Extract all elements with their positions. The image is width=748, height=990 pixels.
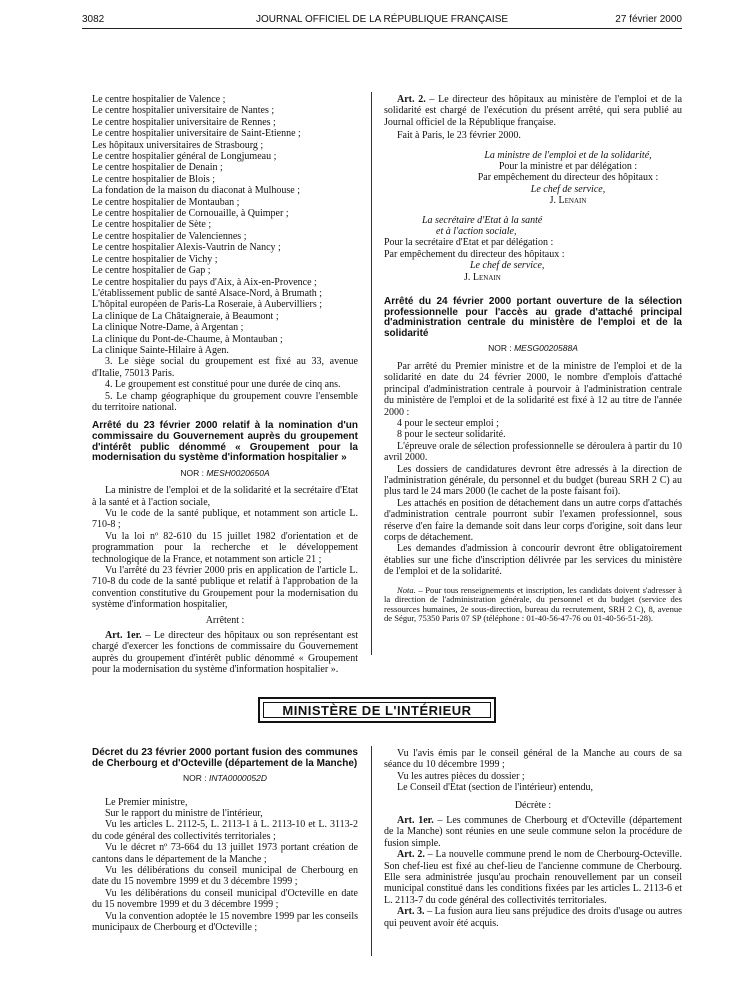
list-item: Le centre hospitalier du pays d'Aix, à Aix-en-Provence ; xyxy=(92,276,317,288)
paragraph: Vu les délibérations du conseil municipal de Cherbourg en date du 15 novembre 1999 et du 3 décembre 1999 ; xyxy=(92,865,358,888)
paragraph: Les dossiers de candidatures devront être adressés à la direction de l'administration générale, du personnel et du budget (bureau SRH 2 C) au plus tard le 24 mars 2000 (le cachet de la poste faisant foi). xyxy=(384,463,682,498)
signature-name: J. Lenain xyxy=(549,195,587,207)
signature-minister: La ministre de l'emploi et de la solidarité, xyxy=(484,149,652,161)
arrete-title: Arrêté du 24 février 2000 portant ouverture de la sélection professionnelle pour l'accès au grade d'attaché principal d'administration centrale du ministère de l'emploi et de la solidarité xyxy=(384,296,682,339)
list-item: Le centre hospitalier de Montauban ; xyxy=(92,196,240,208)
list-item: Le centre hospitalier de Denain ; xyxy=(92,162,223,174)
list-item: Le centre hospitalier de Cornouaille, à Quimper ; xyxy=(92,208,289,220)
issue-date: 27 février 2000 xyxy=(615,14,682,25)
signature-secretary: La secrétaire d'Etat à la santé xyxy=(422,214,543,226)
paragraph: Le Premier ministre, xyxy=(105,796,188,808)
list-item: Le centre hospitalier universitaire de Nantes ; xyxy=(92,105,275,117)
list-item: La clinique Sainte-Hilaire à Agen. xyxy=(92,344,229,356)
column-divider xyxy=(371,746,372,956)
paragraph: Vu la loi nº 82-610 du 15 juillet 1982 d'orientation et de programmation pour la recherche et le développement technologique de la France, et notamment son article 21 ; xyxy=(92,530,358,565)
column-divider xyxy=(371,92,372,655)
arretent: Arrêtent : xyxy=(205,614,245,626)
list-item: Le centre hospitalier de Gap ; xyxy=(92,265,211,277)
paragraph: Par arrêté du Premier ministre et de la ministre de l'emploi et de la solidarité en date du 24 février 2000, le nombre d'emplois d'attaché principal d'administration centrale à pourvoir à l'administration centrale du ministère de l'emploi et de la solidarité est fixé à 12 au titre de l'année 2000 : xyxy=(384,360,682,418)
paragraph: Vu l'avis émis par le conseil général de la Manche au cours de sa séance du 10 décembre 1999 ; xyxy=(384,748,682,771)
signature-chef: Le chef de service, xyxy=(470,260,545,272)
header-rule xyxy=(82,28,682,29)
article-3: Art. 3. – La fusion aura lieu sans préjudice des droits d'usage ou autres qui peuvent avoir été acquis. xyxy=(384,906,682,929)
hospital-list xyxy=(92,94,358,356)
paragraph: L'épreuve orale de sélection professionnelle se déroulera à partir du 10 avril 2000. xyxy=(384,440,682,464)
list-item: L'établissement public de santé Alsace-Nord, à Brumath ; xyxy=(92,287,323,299)
signature-empechement: Par empêchement du directeur des hôpitaux : xyxy=(384,248,565,260)
signature-delegation: Pour la ministre et par délégation : xyxy=(498,161,638,173)
signature-empechement: Par empêchement du directeur des hôpitaux : xyxy=(477,172,659,184)
nor-reference: NOR : INTA0000052D xyxy=(183,773,267,784)
list-item: 4 pour le secteur emploi ; xyxy=(397,417,499,429)
list-item: Le centre hospitalier de Valence ; xyxy=(92,94,226,105)
left-column-top xyxy=(92,94,358,676)
list-item: La clinique de La Châtaigneraie, à Beaumont ; xyxy=(92,310,279,322)
signature-block-2 xyxy=(384,215,682,283)
right-column-bottom xyxy=(384,748,682,929)
paragraph: Les demandes d'admission à concourir devront être obligatoirement établies sur une fiche d'inscription délivrée par les services du ministère de l'emploi et de la solidarité. xyxy=(384,543,682,578)
nor-reference: NOR : MESH0020650A xyxy=(180,467,270,478)
article-5: 5. Le champ géographique du groupement couvre l'ensemble du territoire national. xyxy=(92,390,358,413)
paragraph: Vu les délibérations du conseil municipal d'Octeville en date du 15 novembre 1999 et du 3 décembre 1999 ; xyxy=(92,887,358,911)
paragraph: Le Conseil d'Etat (section de l'intérieur) entendu, xyxy=(397,782,594,794)
decrete: Décrète : xyxy=(514,799,552,811)
article-1: Art. 1er. – Les communes de Cherbourg et d'Octeville (département de la Manche) sont réunies en une seule commune selon la procédure de fusion simple. xyxy=(384,815,682,849)
article-1: Art. 1er. – Le directeur des hôpitaux ou son représentant est chargé d'exercer les fonctions de commissaire du Gouvernement auprès du groupement d'intérêt public dénommé « Groupement pour la modernisation du système d'information hospitalier ». xyxy=(92,630,358,676)
article-3: 3. Le siège social du groupement est fixé au 33, avenue d'Italie, 75013 Paris. xyxy=(92,356,358,379)
paragraph: Vu les autres pièces du dossier ; xyxy=(397,770,525,782)
left-column-bottom xyxy=(92,748,358,933)
paragraph: Les attachés en position de détachement dans un autre corps d'attachés d'administration centrale pourront subir l'examen professionnel, sous réserve d'en faire la demande soit dans leur corps d'origine, soit dans leur corps de détachement. xyxy=(384,497,682,543)
nota: Nota. – Pour tous renseignements et inscription, les candidats doivent s'adresser à la direction de l'administration générale, du personnel et du budget (service des ressources humaines, 2e sous-direction, bureau du recrutement, SRH 2 C), 8, avenue de Ségur, 75350 Paris 07 SP (téléphone : 01-40-56-47-76 ou 01-40-56-51-28). xyxy=(384,584,682,624)
list-item: 8 pour le secteur solidarité. xyxy=(397,429,506,441)
paragraph: Vu la convention adoptée le 15 novembre 1999 par les conseils municipaux de Cherbourg et d'Octeville ; xyxy=(92,910,358,934)
list-item: La fondation de la maison du diaconat à Mulhouse ; xyxy=(92,185,301,197)
paragraph: Vu les articles L. 2112-5, L. 2113-1 à L. 2113-10 et L. 3113-2 du code général des collectivités territoriales ; xyxy=(92,819,358,842)
list-item: Le centre hospitalier universitaire de Rennes ; xyxy=(92,116,276,128)
signature-chef: Le chef de service, xyxy=(530,183,606,195)
article-4: 4. Le groupement est constitué pour une durée de cinq ans. xyxy=(105,379,341,391)
list-item: Le centre hospitalier de Valenciennes ; xyxy=(92,230,247,242)
list-item: Le centre hospitalier de Blois ; xyxy=(92,173,216,185)
list-item: Le centre hospitalier de Sète ; xyxy=(92,219,212,231)
list-item: Le centre hospitalier universitaire de Saint-Etienne ; xyxy=(92,128,301,140)
list-item: Le centre hospitalier Alexis-Vautrin de Nancy ; xyxy=(92,242,281,254)
paragraph: La ministre de l'emploi et de la solidarité et la secrétaire d'Etat à la santé et à l'action sociale, xyxy=(92,485,358,508)
arrete-title: Arrêté du 23 février 2000 relatif à la nomination d'un commissaire du Gouvernement auprès du groupement d'intérêt public dénommé « Groupement pour la modernisation du système d'information hospitalier » xyxy=(92,420,358,464)
signature-block-1 xyxy=(384,150,682,207)
ministry-banner xyxy=(258,697,496,723)
paragraph: Sur le rapport du ministre de l'intérieur, xyxy=(105,808,263,819)
nor-reference: NOR : MESG0020588A xyxy=(488,343,578,354)
paragraph: Vu l'arrêté du 23 février 2000 pris en application de l'article L. 710-8 du code de la santé publique et relatif à l'approbation de la convention constitutive du Groupement pour la modernisation du système d'information hospitalier, xyxy=(92,565,358,611)
signature-secretary: et à l'action sociale, xyxy=(436,226,517,238)
right-column-top xyxy=(384,94,682,624)
article-2: Art. 2. – Le directeur des hôpitaux au ministère de l'emploi et de la solidarité est chargé de l'exécution du présent arrêté, qui sera publié au Journal officiel de la République française. xyxy=(384,94,683,128)
list-item: Le centre hospitalier de Vichy ; xyxy=(92,253,218,265)
page-number: 3082 xyxy=(82,14,105,25)
signature-delegation: Pour la secrétaire d'Etat et par délégation : xyxy=(384,237,554,249)
list-item: La clinique du Pont-de-Chaume, à Montauban ; xyxy=(92,333,283,345)
article-2: Art. 2. – La nouvelle commune prend le nom de Cherbourg-Octeville. Son chef-lieu est fixé au chef-lieu de l'ancienne commune de Cherbourg. Elle sera administrée jusqu'au prochain renouvellement par un conseil municipal constitué dans les conditions fixées par les articles L. 2113-6 et L. 2113-7 du code général des collectivités territoriales. xyxy=(384,849,682,906)
decret-title: Décret du 23 février 2000 portant fusion des communes de Cherbourg et d'Octeville (département de la Manche) xyxy=(92,747,358,769)
paragraph: Vu le code de la santé publique, et notamment son article L. 710-8 ; xyxy=(92,507,358,531)
list-item: La clinique Notre-Dame, à Argentan ; xyxy=(92,322,244,334)
fait-a-paris: Fait à Paris, le 23 février 2000. xyxy=(397,130,521,142)
ministry-title: MINISTÈRE DE L'INTÉRIEUR xyxy=(263,702,491,718)
list-item: Les hôpitaux universitaires de Strasbourg ; xyxy=(92,139,264,151)
paragraph: Vu le décret nº 73-664 du 13 juillet 1973 portant création de cantons dans le département de la Manche ; xyxy=(92,842,358,865)
journal-title: JOURNAL OFFICIEL DE LA RÉPUBLIQUE FRANÇAISE xyxy=(255,14,509,25)
list-item: Le centre hospitalier général de Longjumeau ; xyxy=(92,151,277,163)
signature-name: J. Lenain xyxy=(464,271,501,283)
list-item: L'hôpital européen de Paris-La Roseraie, à Aubervilliers ; xyxy=(92,299,323,311)
